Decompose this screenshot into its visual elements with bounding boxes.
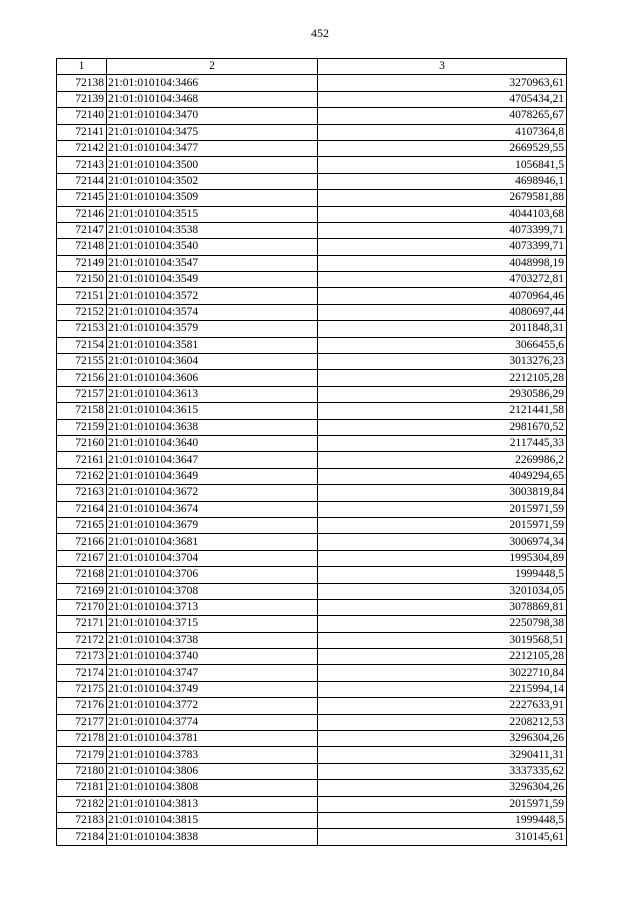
value-cell: 3022710,84 xyxy=(318,665,567,681)
row-number-cell: 72168 xyxy=(57,567,107,583)
page-number: 452 xyxy=(311,26,329,40)
cadastral-number-cell: 21:01:010104:3740 xyxy=(107,649,318,665)
table-row xyxy=(57,337,567,353)
cadastral-number-cell: 21:01:010104:3502 xyxy=(107,173,318,189)
cadastral-number-cell: 21:01:010104:3581 xyxy=(107,337,318,353)
table-row xyxy=(57,714,567,730)
table-row xyxy=(57,222,567,238)
row-number-cell: 72184 xyxy=(57,829,107,845)
value-cell: 3006974,34 xyxy=(318,534,567,550)
row-number-cell: 72150 xyxy=(57,272,107,288)
table-row xyxy=(57,550,567,566)
table-row xyxy=(57,829,567,845)
cadastral-number-cell: 21:01:010104:3813 xyxy=(107,796,318,812)
cadastral-number-cell: 21:01:010104:3704 xyxy=(107,550,318,566)
table-row xyxy=(57,534,567,550)
row-number-cell: 72167 xyxy=(57,550,107,566)
value-cell: 2250798,38 xyxy=(318,616,567,632)
row-number-cell: 72145 xyxy=(57,190,107,206)
cadastral-number-cell: 21:01:010104:3613 xyxy=(107,386,318,402)
value-cell: 2930586,29 xyxy=(318,386,567,402)
row-number-cell: 72163 xyxy=(57,485,107,501)
cadastral-number-cell: 21:01:010104:3640 xyxy=(107,435,318,451)
value-cell: 4049294,65 xyxy=(318,468,567,484)
cadastral-number-cell: 21:01:010104:3470 xyxy=(107,108,318,124)
value-cell: 3013276,23 xyxy=(318,354,567,370)
data-table xyxy=(56,58,567,846)
cadastral-number-cell: 21:01:010104:3538 xyxy=(107,222,318,238)
cadastral-number-cell: 21:01:010104:3749 xyxy=(107,681,318,697)
value-cell: 4107364,8 xyxy=(318,124,567,140)
row-number-cell: 72161 xyxy=(57,452,107,468)
row-number-cell: 72169 xyxy=(57,583,107,599)
row-number-cell: 72159 xyxy=(57,419,107,435)
table-row xyxy=(57,567,567,583)
cadastral-number-cell: 21:01:010104:3604 xyxy=(107,354,318,370)
value-cell: 310145,61 xyxy=(318,829,567,845)
row-number-cell: 72175 xyxy=(57,681,107,697)
table-row xyxy=(57,321,567,337)
value-cell: 2117445,33 xyxy=(318,435,567,451)
value-cell: 1999448,5 xyxy=(318,567,567,583)
value-cell: 2269986,2 xyxy=(318,452,567,468)
cadastral-number-cell: 21:01:010104:3774 xyxy=(107,714,318,730)
cadastral-number-cell: 21:01:010104:3579 xyxy=(107,321,318,337)
row-number-cell: 72172 xyxy=(57,632,107,648)
table-row xyxy=(57,435,567,451)
row-number-cell: 72154 xyxy=(57,337,107,353)
value-cell: 2011848,31 xyxy=(318,321,567,337)
row-number-cell: 72181 xyxy=(57,780,107,796)
value-cell: 2212105,28 xyxy=(318,649,567,665)
table-header xyxy=(57,59,567,75)
table-row xyxy=(57,632,567,648)
value-cell: 2015971,59 xyxy=(318,517,567,533)
table-row xyxy=(57,255,567,271)
value-cell: 2208212,53 xyxy=(318,714,567,730)
row-number-cell: 72158 xyxy=(57,403,107,419)
row-number-cell: 72153 xyxy=(57,321,107,337)
value-cell: 3078869,81 xyxy=(318,599,567,615)
value-cell: 3296304,26 xyxy=(318,780,567,796)
value-cell: 2679581,88 xyxy=(318,190,567,206)
row-number-cell: 72160 xyxy=(57,435,107,451)
row-number-cell: 72177 xyxy=(57,714,107,730)
table-row xyxy=(57,763,567,779)
table-row xyxy=(57,157,567,173)
row-number-cell: 72138 xyxy=(57,75,107,91)
row-number-cell: 72165 xyxy=(57,517,107,533)
table-row xyxy=(57,108,567,124)
table-row xyxy=(57,419,567,435)
table-row xyxy=(57,140,567,156)
value-cell: 2227633,91 xyxy=(318,698,567,714)
table-row xyxy=(57,206,567,222)
column-header-1: 1 xyxy=(57,59,107,75)
row-number-cell: 72164 xyxy=(57,501,107,517)
cadastral-number-cell: 21:01:010104:3706 xyxy=(107,567,318,583)
value-cell: 3296304,26 xyxy=(318,731,567,747)
row-number-cell: 72182 xyxy=(57,796,107,812)
row-number-cell: 72143 xyxy=(57,157,107,173)
row-number-cell: 72183 xyxy=(57,812,107,828)
cadastral-number-cell: 21:01:010104:3500 xyxy=(107,157,318,173)
value-cell: 4048998,19 xyxy=(318,255,567,271)
table-row xyxy=(57,599,567,615)
value-cell: 1056841,5 xyxy=(318,157,567,173)
row-number-cell: 72178 xyxy=(57,731,107,747)
cadastral-number-cell: 21:01:010104:3475 xyxy=(107,124,318,140)
row-number-cell: 72148 xyxy=(57,239,107,255)
value-cell: 2121441,58 xyxy=(318,403,567,419)
row-number-cell: 72147 xyxy=(57,222,107,238)
table-row xyxy=(57,468,567,484)
cadastral-number-cell: 21:01:010104:3649 xyxy=(107,468,318,484)
value-cell: 2015971,59 xyxy=(318,796,567,812)
value-cell: 3290411,31 xyxy=(318,747,567,763)
row-number-cell: 72173 xyxy=(57,649,107,665)
table-row xyxy=(57,288,567,304)
table-row xyxy=(57,75,567,91)
value-cell: 2669529,55 xyxy=(318,140,567,156)
table-row xyxy=(57,649,567,665)
table-row xyxy=(57,386,567,402)
value-cell: 4044103,68 xyxy=(318,206,567,222)
cadastral-number-cell: 21:01:010104:3509 xyxy=(107,190,318,206)
cadastral-number-cell: 21:01:010104:3713 xyxy=(107,599,318,615)
value-cell: 4703272,81 xyxy=(318,272,567,288)
value-cell: 3270963,61 xyxy=(318,75,567,91)
table-row xyxy=(57,403,567,419)
table-row xyxy=(57,354,567,370)
value-cell: 1999448,5 xyxy=(318,812,567,828)
cadastral-number-cell: 21:01:010104:3783 xyxy=(107,747,318,763)
value-cell: 4070964,46 xyxy=(318,288,567,304)
row-number-cell: 72156 xyxy=(57,370,107,386)
cadastral-number-cell: 21:01:010104:3715 xyxy=(107,616,318,632)
value-cell: 3201034,05 xyxy=(318,583,567,599)
value-cell: 4073399,71 xyxy=(318,222,567,238)
table-row xyxy=(57,190,567,206)
table-row xyxy=(57,370,567,386)
row-number-cell: 72146 xyxy=(57,206,107,222)
table-row xyxy=(57,485,567,501)
table-row xyxy=(57,452,567,468)
row-number-cell: 72166 xyxy=(57,534,107,550)
value-cell: 4073399,71 xyxy=(318,239,567,255)
row-number-cell: 72176 xyxy=(57,698,107,714)
table-row xyxy=(57,91,567,107)
table-row xyxy=(57,796,567,812)
cadastral-number-cell: 21:01:010104:3574 xyxy=(107,304,318,320)
table-row xyxy=(57,272,567,288)
cadastral-number-cell: 21:01:010104:3672 xyxy=(107,485,318,501)
cadastral-number-cell: 21:01:010104:3838 xyxy=(107,829,318,845)
cadastral-number-cell: 21:01:010104:3808 xyxy=(107,780,318,796)
table-row xyxy=(57,616,567,632)
row-number-cell: 72162 xyxy=(57,468,107,484)
table-row xyxy=(57,747,567,763)
cadastral-number-cell: 21:01:010104:3638 xyxy=(107,419,318,435)
cadastral-number-cell: 21:01:010104:3615 xyxy=(107,403,318,419)
value-cell: 2215994,14 xyxy=(318,681,567,697)
table-row xyxy=(57,698,567,714)
table-row xyxy=(57,124,567,140)
value-cell: 3066455,6 xyxy=(318,337,567,353)
header-row xyxy=(57,59,567,75)
table-body xyxy=(57,75,567,845)
value-cell: 1995304,89 xyxy=(318,550,567,566)
cadastral-number-cell: 21:01:010104:3781 xyxy=(107,731,318,747)
table-row xyxy=(57,583,567,599)
value-cell: 2212105,28 xyxy=(318,370,567,386)
value-cell: 4705434,21 xyxy=(318,91,567,107)
cadastral-number-cell: 21:01:010104:3549 xyxy=(107,272,318,288)
value-cell: 3019568,51 xyxy=(318,632,567,648)
cadastral-number-cell: 21:01:010104:3466 xyxy=(107,75,318,91)
table-row xyxy=(57,731,567,747)
table-row xyxy=(57,665,567,681)
table-row xyxy=(57,812,567,828)
cadastral-number-cell: 21:01:010104:3515 xyxy=(107,206,318,222)
table-row xyxy=(57,304,567,320)
value-cell: 4698946,1 xyxy=(318,173,567,189)
cadastral-number-cell: 21:01:010104:3679 xyxy=(107,517,318,533)
cadastral-number-cell: 21:01:010104:3681 xyxy=(107,534,318,550)
row-number-cell: 72142 xyxy=(57,140,107,156)
cadastral-number-cell: 21:01:010104:3606 xyxy=(107,370,318,386)
row-number-cell: 72179 xyxy=(57,747,107,763)
cadastral-number-cell: 21:01:010104:3477 xyxy=(107,140,318,156)
row-number-cell: 72149 xyxy=(57,255,107,271)
cadastral-number-cell: 21:01:010104:3468 xyxy=(107,91,318,107)
row-number-cell: 72157 xyxy=(57,386,107,402)
cadastral-number-cell: 21:01:010104:3806 xyxy=(107,763,318,779)
cadastral-number-cell: 21:01:010104:3815 xyxy=(107,812,318,828)
cadastral-number-cell: 21:01:010104:3572 xyxy=(107,288,318,304)
table-row xyxy=(57,239,567,255)
row-number-cell: 72139 xyxy=(57,91,107,107)
value-cell: 3337335,62 xyxy=(318,763,567,779)
value-cell: 2015971,59 xyxy=(318,501,567,517)
cadastral-number-cell: 21:01:010104:3547 xyxy=(107,255,318,271)
cadastral-number-cell: 21:01:010104:3674 xyxy=(107,501,318,517)
row-number-cell: 72180 xyxy=(57,763,107,779)
column-header-2: 2 xyxy=(107,59,318,75)
cadastral-number-cell: 21:01:010104:3540 xyxy=(107,239,318,255)
table-row xyxy=(57,173,567,189)
cadastral-number-cell: 21:01:010104:3738 xyxy=(107,632,318,648)
value-cell: 4080697,44 xyxy=(318,304,567,320)
cadastral-number-cell: 21:01:010104:3647 xyxy=(107,452,318,468)
value-cell: 3003819,84 xyxy=(318,485,567,501)
column-header-3: 3 xyxy=(318,59,567,75)
cadastral-number-cell: 21:01:010104:3747 xyxy=(107,665,318,681)
row-number-cell: 72151 xyxy=(57,288,107,304)
row-number-cell: 72170 xyxy=(57,599,107,615)
table-row xyxy=(57,501,567,517)
row-number-cell: 72155 xyxy=(57,354,107,370)
row-number-cell: 72171 xyxy=(57,616,107,632)
row-number-cell: 72152 xyxy=(57,304,107,320)
value-cell: 2981670,52 xyxy=(318,419,567,435)
table-row xyxy=(57,517,567,533)
row-number-cell: 72141 xyxy=(57,124,107,140)
table-row xyxy=(57,780,567,796)
table-row xyxy=(57,681,567,697)
cadastral-number-cell: 21:01:010104:3708 xyxy=(107,583,318,599)
row-number-cell: 72174 xyxy=(57,665,107,681)
row-number-cell: 72140 xyxy=(57,108,107,124)
cadastral-number-cell: 21:01:010104:3772 xyxy=(107,698,318,714)
row-number-cell: 72144 xyxy=(57,173,107,189)
value-cell: 4078265,67 xyxy=(318,108,567,124)
